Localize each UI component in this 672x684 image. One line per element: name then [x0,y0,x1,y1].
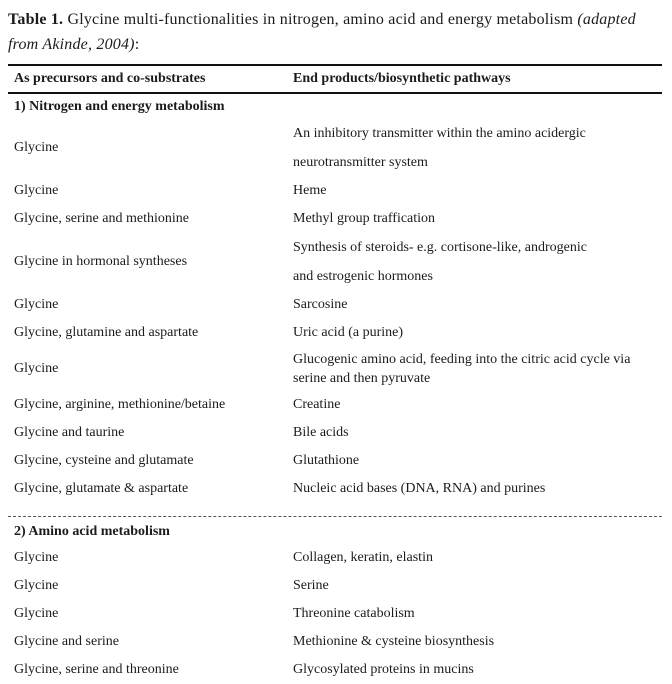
end-product-cell [293,296,662,314]
end-product-line: Collagen, keratin, elastin [293,550,433,565]
end-product-line: Creatine [293,397,341,412]
precursor-cell: Glycine, serine and threonine [14,662,179,677]
end-product-line: Threonine catabolism [293,606,415,621]
precursor-cell: Glycine [14,550,59,565]
precursor-cell: Glycine and serine [14,634,119,649]
section-header: 1) Nitrogen and energy metabolism [14,99,225,114]
end-product-line: Methionine & cysteine biosynthesis [293,634,495,649]
end-product-line: Glutathione [293,453,360,468]
end-product-cell [293,633,662,651]
end-product-line: Sarcosine [293,297,348,312]
end-product-cell [293,480,662,498]
end-product-cell [293,549,662,567]
end-product-cell [293,182,662,200]
end-product-line: Methyl group traffication [293,211,436,226]
precursor-cell: Glycine [14,578,59,593]
end-product-line: Serine [293,578,329,593]
end-product-line: Bile acids [293,425,349,440]
end-product-line: Heme [293,183,327,198]
table-row [8,419,662,447]
end-product-line: Uric acid (a purine) [293,325,403,340]
precursor-cell: Glycine, glutamate & aspartate [14,481,189,496]
end-product-cell [293,119,662,177]
precursor-cell: Glycine in hormonal syntheses [14,254,188,269]
precursor-cell: Glycine, glutamine and aspartate [14,325,199,340]
precursor-cell: Glycine [14,606,59,621]
end-product-cell [293,605,662,623]
end-product-line: Glucogenic amino acid, feeding into the citric acid cycle via [293,352,631,367]
end-product-line: Synthesis of steroids- e.g. cortisone-like, androgenic [293,240,587,255]
precursor-cell: Glycine [14,361,59,376]
end-product-cell [293,661,662,679]
end-product-line: An inhibitory transmitter within the amino acidergic [293,126,586,141]
table-header-row [8,64,662,94]
table-caption-text: Glycine multi-functionalities in nitrogen, amino acid and energy metabolism [63,11,578,28]
precursor-cell: Glycine [14,140,59,155]
table-row [8,628,662,656]
table-row [8,447,662,475]
end-product-cell [293,424,662,442]
table-row [8,291,662,319]
table-row [8,475,662,503]
table-caption [0,0,672,57]
end-product-line: neurotransmitter system [293,155,428,170]
end-product-cell [293,233,662,291]
table-caption-colon: : [134,36,140,53]
precursor-cell: Glycine, serine and methionine [14,211,189,226]
end-product-cell [293,210,662,228]
end-product-line: serine and then pyruvate [293,371,431,386]
table-row [8,119,662,177]
glycine-functions-table [8,64,662,684]
table-row [8,544,662,572]
end-product-line: and estrogenic hormones [293,269,433,284]
precursor-cell: Glycine, arginine, methionine/betaine [14,397,226,412]
section-header: 2) Amino acid metabolism [8,516,662,544]
table-row [8,600,662,628]
table-row [8,233,662,291]
end-product-line: Nucleic acid bases (DNA, RNA) and purines [293,481,546,496]
end-product-cell [293,396,662,414]
table-row [8,177,662,205]
precursor-cell: Glycine and taurine [14,425,125,440]
table-caption-source: (adapted from Akinde, 2004) [8,11,636,53]
end-product-cell [293,350,662,388]
table-row [8,205,662,233]
table-row [8,347,662,391]
table-row [8,319,662,347]
end-product-cell [293,452,662,470]
precursor-cell: Glycine, cysteine and glutamate [14,453,194,468]
table-row [8,391,662,419]
column-header-precursors: As precursors and co-substrates [14,71,206,86]
column-header-end-products: End products/biosynthetic pathways [293,71,511,86]
table-body [8,94,662,684]
end-product-line: Glycosylated proteins in mucins [293,662,474,677]
precursor-cell: Glycine [14,183,59,198]
end-product-cell [293,324,662,342]
precursor-cell: Glycine [14,297,59,312]
table-row [8,656,662,684]
table-row [8,572,662,600]
end-product-cell [293,577,662,595]
table-caption-number: Table 1. [8,11,64,28]
